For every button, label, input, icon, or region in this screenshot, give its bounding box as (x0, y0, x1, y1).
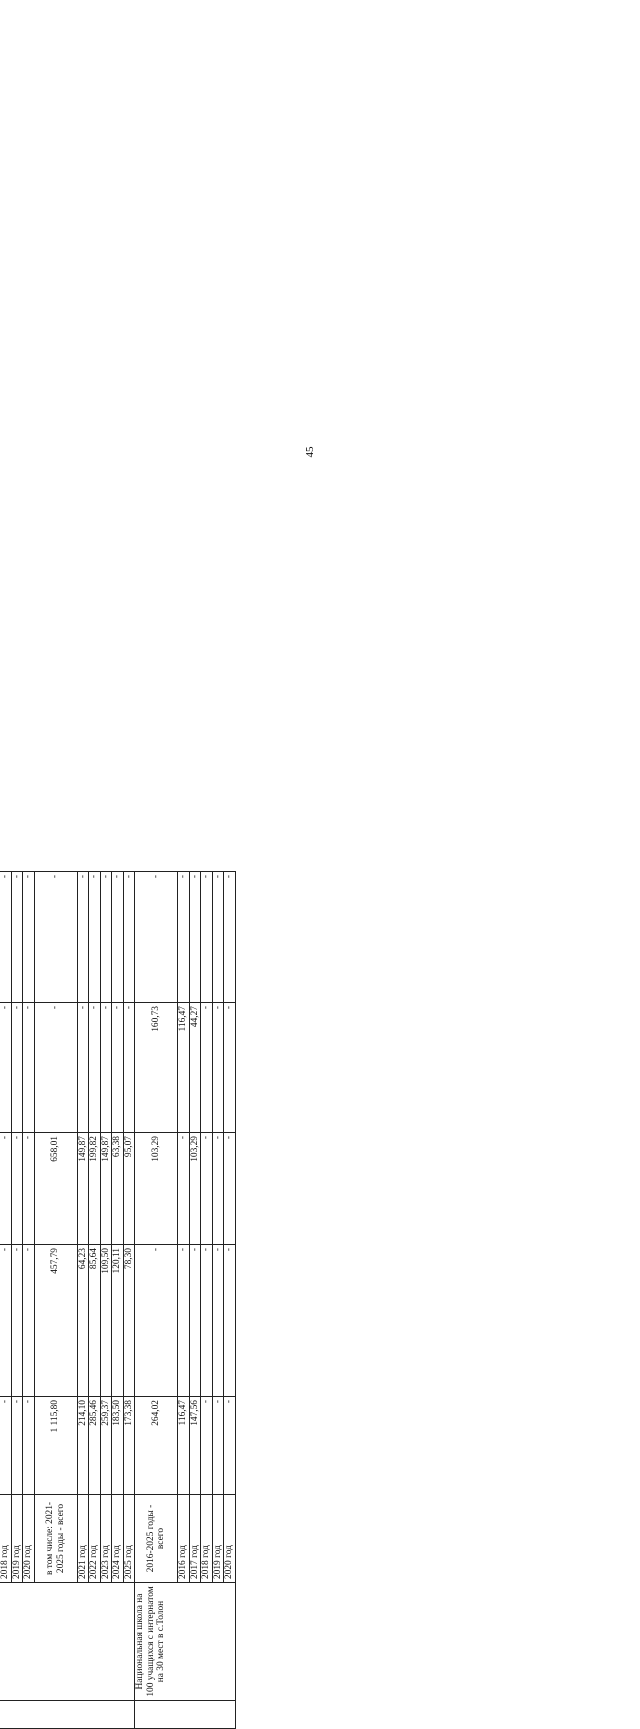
cell-volume: 1 115,80 (34, 1397, 77, 1495)
financing-table-wrapper (0, 872, 236, 1729)
cell-local: - (77, 1003, 89, 1133)
cell-offbudget: - (224, 871, 236, 1002)
cell-federal: - (0, 1133, 11, 1245)
cell-local: 160,73 (135, 1003, 178, 1133)
cell-period: в том числе: 2021-2025 годы - всего (34, 1495, 77, 1583)
cell-local: - (23, 1003, 35, 1133)
cell-volume: - (201, 1397, 213, 1495)
cell-volume: - (224, 1397, 236, 1495)
table-body (0, 871, 236, 1728)
cell-federal: - (23, 1133, 35, 1245)
cell-offbudget: - (23, 871, 35, 1002)
cell-state: 109,50 (100, 1245, 112, 1397)
cell-period: 2021 год (77, 1495, 89, 1583)
cell-federal: 199,82 (89, 1133, 101, 1245)
cell-state: - (189, 1245, 201, 1397)
cell-volume: - (212, 1397, 224, 1495)
cell-federal: - (224, 1133, 236, 1245)
cell-state: 85,64 (89, 1245, 101, 1397)
cell-period: 2018 год (0, 1495, 11, 1583)
cell-federal: 149,87 (100, 1133, 112, 1245)
cell-local: - (0, 1003, 11, 1133)
cell-period: 2023 год (100, 1495, 112, 1583)
financing-table (0, 871, 236, 1729)
cell-state: - (212, 1245, 224, 1397)
cell-federal: 103,29 (189, 1133, 201, 1245)
cell-offbudget: - (100, 871, 112, 1002)
cell-federal: 63,38 (112, 1133, 124, 1245)
cell-period: 2018 год (201, 1495, 213, 1583)
cell-event: Национальная школа на 100 учащихся с интернатом на 30 мест в с.Толон (135, 1583, 236, 1701)
cell-offbudget: - (89, 871, 101, 1002)
cell-local: - (100, 1003, 112, 1133)
cell-period: 2019 год (11, 1495, 23, 1583)
cell-volume: - (11, 1397, 23, 1495)
cell-local: - (123, 1003, 135, 1133)
cell-volume: 259,37 (100, 1397, 112, 1495)
cell-period: 2025 год (123, 1495, 135, 1583)
cell-offbudget: - (34, 871, 77, 1002)
cell-state: - (178, 1245, 190, 1397)
cell-volume: 183,50 (112, 1397, 124, 1495)
cell-state: 64,23 (77, 1245, 89, 1397)
cell-period: 2016 год (178, 1495, 190, 1583)
cell-event (0, 1583, 135, 1701)
cell-local: - (212, 1003, 224, 1133)
cell-local: - (112, 1003, 124, 1133)
cell-period: 2017 год (189, 1495, 201, 1583)
cell-local: - (89, 1003, 101, 1133)
cell-state: - (0, 1245, 11, 1397)
cell-state: 457,79 (34, 1245, 77, 1397)
cell-num (135, 1701, 236, 1729)
cell-offbudget: - (178, 871, 190, 1002)
cell-volume: 214,10 (77, 1397, 89, 1495)
cell-offbudget: - (77, 871, 89, 1002)
cell-offbudget: - (112, 871, 124, 1002)
cell-offbudget: - (189, 871, 201, 1002)
cell-federal: 103,29 (135, 1133, 178, 1245)
cell-volume: - (0, 1397, 11, 1495)
cell-period: 2020 год (23, 1495, 35, 1583)
cell-state: 78,30 (123, 1245, 135, 1397)
cell-federal: 95,07 (123, 1133, 135, 1245)
cell-state: - (11, 1245, 23, 1397)
cell-offbudget: - (201, 871, 213, 1002)
cell-volume: 116,47 (178, 1397, 190, 1495)
cell-offbudget: - (123, 871, 135, 1002)
cell-period: 2019 год (212, 1495, 224, 1583)
cell-federal: - (178, 1133, 190, 1245)
cell-local: 44,27 (189, 1003, 201, 1133)
cell-federal: - (11, 1133, 23, 1245)
cell-volume: - (23, 1397, 35, 1495)
cell-state: - (135, 1245, 178, 1397)
page-number: 45 (304, 446, 316, 458)
cell-local: - (201, 1003, 213, 1133)
cell-state: - (224, 1245, 236, 1397)
cell-volume: 264,02 (135, 1397, 178, 1495)
cell-offbudget: - (0, 871, 11, 1002)
cell-offbudget: - (135, 871, 178, 1002)
cell-federal: 658,01 (34, 1133, 77, 1245)
cell-period: 2024 год (112, 1495, 124, 1583)
cell-federal: - (212, 1133, 224, 1245)
cell-local: - (11, 1003, 23, 1133)
cell-offbudget: - (11, 871, 23, 1002)
cell-volume: 173,38 (123, 1397, 135, 1495)
cell-num (0, 1701, 135, 1729)
cell-period: 2016-2025 годы - всего (135, 1495, 178, 1583)
table-row (135, 871, 178, 1728)
cell-offbudget: - (212, 871, 224, 1002)
cell-local: - (34, 1003, 77, 1133)
cell-volume: 285,46 (89, 1397, 101, 1495)
cell-federal: 149,87 (77, 1133, 89, 1245)
cell-period: 2022 год (89, 1495, 101, 1583)
cell-state: - (23, 1245, 35, 1397)
cell-federal: - (201, 1133, 213, 1245)
cell-period: 2020 год (224, 1495, 236, 1583)
cell-state: - (201, 1245, 213, 1397)
cell-local: 116,47 (178, 1003, 190, 1133)
cell-volume: 147,56 (189, 1397, 201, 1495)
cell-state: 120,11 (112, 1245, 124, 1397)
cell-local: - (224, 1003, 236, 1133)
